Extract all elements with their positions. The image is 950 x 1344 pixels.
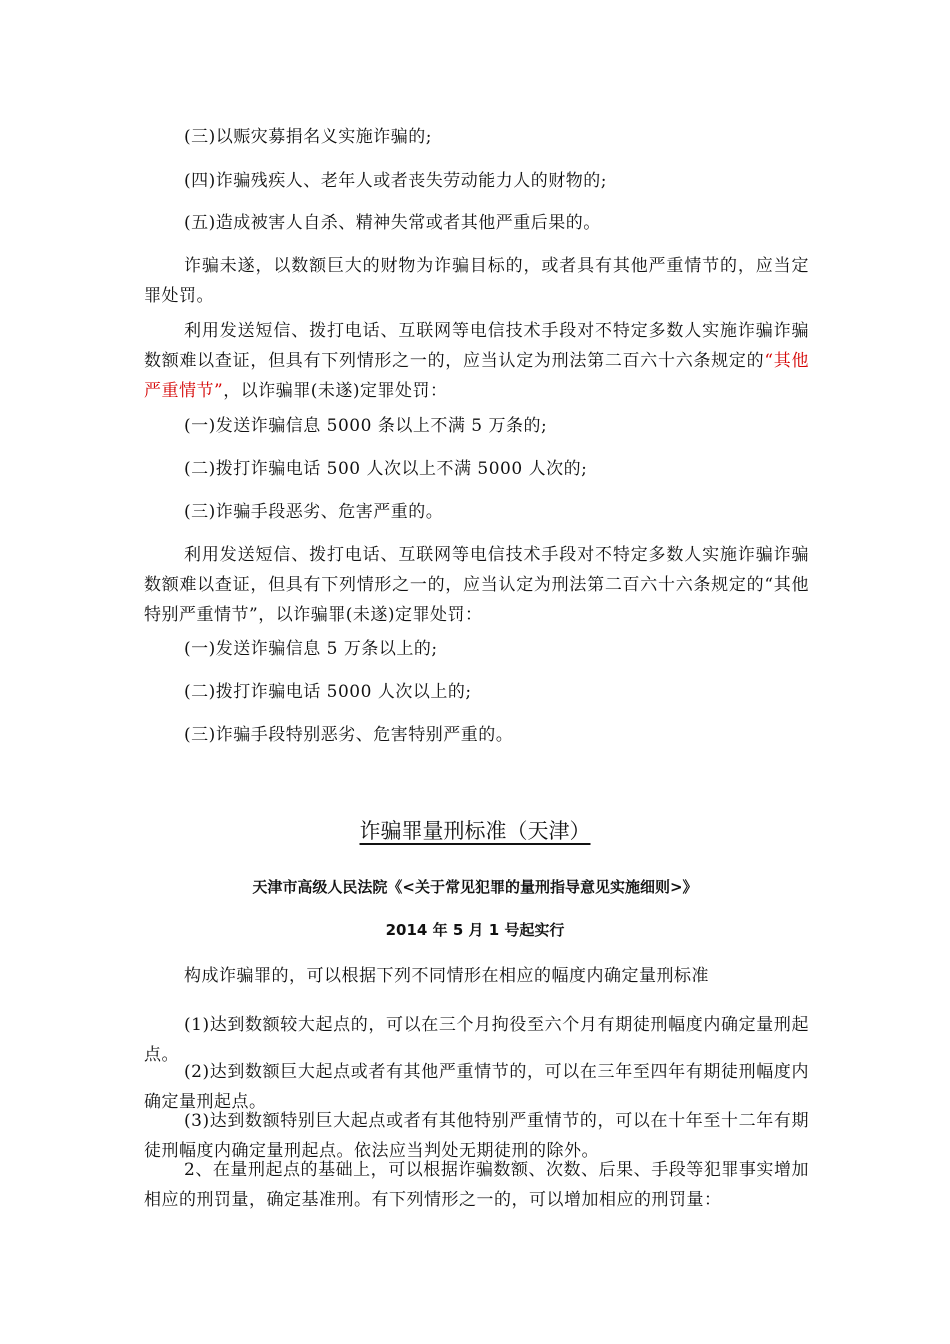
rule-1: (1)达到数额较大起点的，可以在三个月拘役至六个月有期徒刑幅度内确定量刑起点。 [144, 1015, 809, 1065]
paragraph-attempt: 诈骗未遂，以数额巨大的财物为诈骗目标的，或者具有其他严重情节的，应当定罪处罚。 [144, 256, 809, 306]
paragraph-serious-text: 利用发送短信、拨打电话、互联网等电信技术手段对不特定多数人实施诈骗诈骗数额难以查证，但具有下列情形之一的，应当认定为刑法第二百六十六条规定的 [144, 321, 809, 371]
item-5: (五)造成被害人自杀、精神失常或者其他严重后果的。 [184, 213, 601, 233]
intro-paragraph: 构成诈骗罪的，可以根据下列不同情形在相应的幅度内确定量刑标准 [184, 966, 709, 986]
especially-item-3: (三)诈骗手段特别恶劣、危害特别严重的。 [184, 725, 514, 745]
rule-2: (2)达到数额巨大起点或者有其他严重情节的，可以在三年至四年有期徒刑幅度内确定量刑起点。 [144, 1062, 809, 1112]
rule-4: 2、在量刑起点的基础上，可以根据诈骗数额、次数、后果、手段等犯罪事实增加相应的刑罚量，确定基准刑。有下列情形之一的，可以增加相应的刑罚量： [144, 1160, 809, 1210]
especially-item-2: (二)拨打诈骗电话 5000 人次以上的; [184, 682, 472, 702]
source-line: 天津市高级人民法院《<关于常见犯罪的量刑指导意见实施细则>》 [252, 878, 698, 896]
effective-date: 2014 年 5 月 1 号起实行 [385, 921, 565, 939]
rule-3: (3)达到数额特别巨大起点或者有其他特别严重情节的，可以在十年至十二年有期徒刑幅度内确定量刑起点。依法应当判处无期徒刑的除外。 [144, 1111, 809, 1161]
serious-item-3: (三)诈骗手段恶劣、危害严重的。 [184, 502, 444, 522]
especially-item-1: (一)发送诈骗信息 5 万条以上的; [184, 639, 438, 659]
item-3: (三)以赈灾募捐名义实施诈骗的; [184, 127, 432, 147]
paragraph-especially-serious: 利用发送短信、拨打电话、互联网等电信技术手段对不特定多数人实施诈骗诈骗数额难以查证，但具有下列情形之一的，应当认定为刑法第二百六十六条规定的“其他特别严重情节”，以诈骗罪(未遂)定罪处罚： [144, 545, 809, 625]
highlight-other-serious: “其他严重情节” [144, 351, 809, 401]
serious-item-2: (二)拨打诈骗电话 500 人次以上不满 5000 人次的; [184, 459, 588, 479]
paragraph-serious-tail: ，以诈骗罪(未遂)定罪处罚： [223, 381, 448, 401]
section-title: 诈骗罪量刑标准（天津） [359, 819, 591, 843]
serious-item-1: (一)发送诈骗信息 5000 条以上不满 5 万条的; [184, 416, 548, 436]
item-4: (四)诈骗残疾人、老年人或者丧失劳动能力人的财物的; [184, 171, 607, 191]
paragraph-serious [144, 316, 809, 406]
